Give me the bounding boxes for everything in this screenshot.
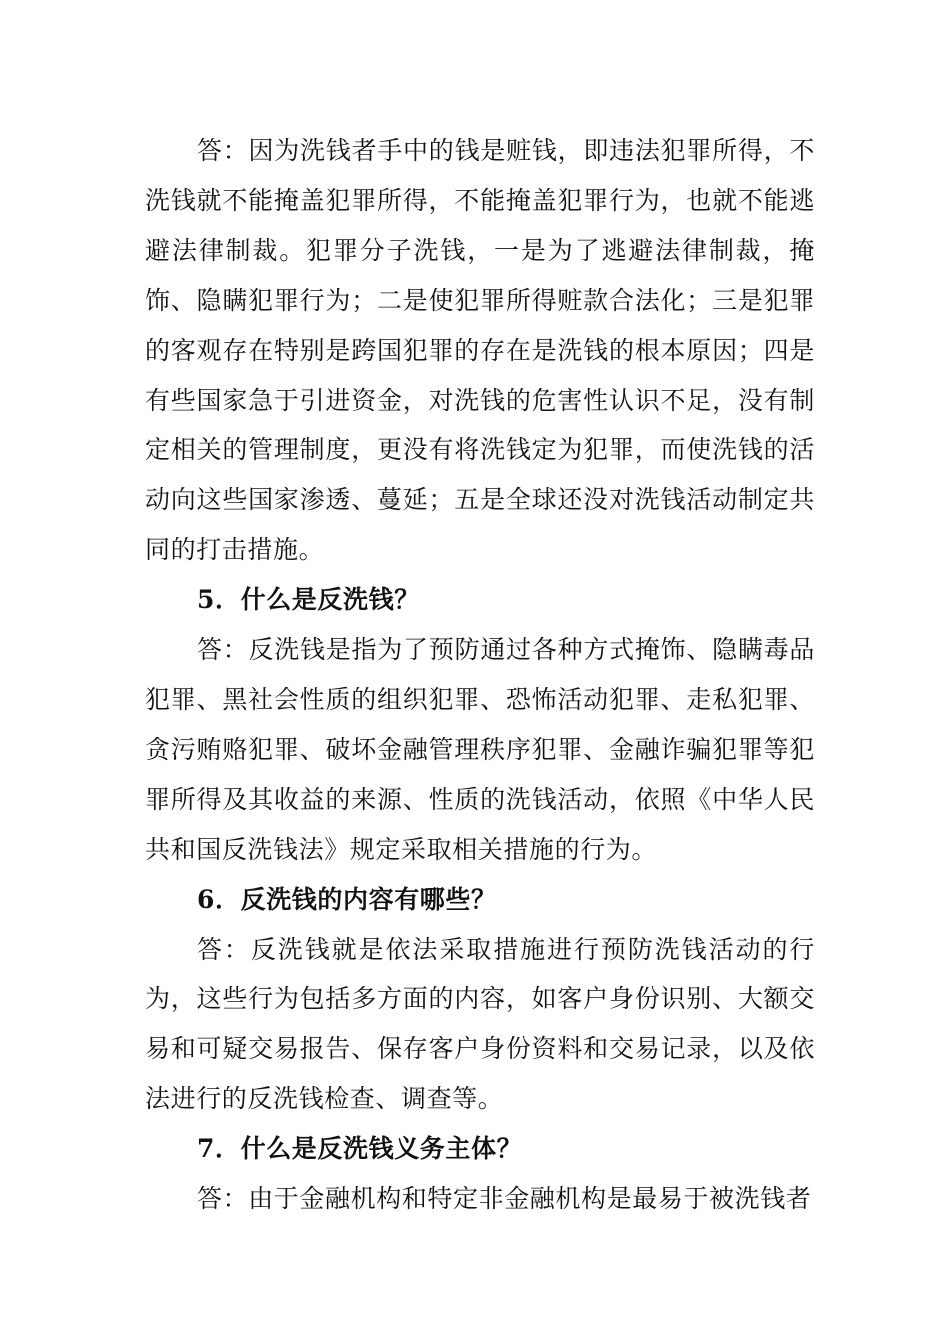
answer-5-paragraph: 答：反洗钱是指为了预防通过各种方式掩饰、隐瞒毒品犯罪、黑社会性质的组织犯罪、恐怖活动犯罪、走私犯罪、贪污贿赂犯罪、破坏金融管理秩序犯罪、金融诈骗犯罪等犯罪所得及其收益的来源、性质的洗钱活动，依照《中华人民共和国反洗钱法》规定采取相关措施的行为。 <box>145 635 815 864</box>
answer-6-paragraph: 答：反洗钱就是依法采取措施进行预防洗钱活动的行为，这些行为包括多方面的内容，如客户身份识别、大额交易和可疑交易报告、保存客户身份资料和交易记录，以及依法进行的反洗钱检查、调查等。 <box>145 934 815 1114</box>
answer-4-paragraph: 答：因为洗钱者手中的钱是赃钱，即违法犯罪所得，不洗钱就不能掩盖犯罪所得，不能掩盖犯罪行为，也就不能逃避法律制裁。犯罪分子洗钱，一是为了逃避法律制裁，掩饰、隐瞒犯罪行为；二是使犯罪所得赃款合法化；三是犯罪的客观存在特别是跨国犯罪的存在是洗钱的根本原因；四是有些国家急于引进资金，对洗钱的危害性认识不足，没有制定相关的管理制度，更没有将洗钱定为犯罪，而使洗钱的活动向这些国家渗透、蔓延；五是全球还没对洗钱活动制定共同的打击措施。 <box>145 136 815 565</box>
question-5-heading: 5．什么是反洗钱？ <box>197 585 420 615</box>
question-7-heading: 7．什么是反洗钱义务主体？ <box>197 1134 523 1164</box>
document-body <box>145 126 815 1224</box>
question-6-heading: 6．反洗钱的内容有哪些？ <box>197 884 497 914</box>
answer-7-paragraph: 答：由于金融机构和特定非金融机构是最易于被洗钱者 <box>197 1184 812 1214</box>
